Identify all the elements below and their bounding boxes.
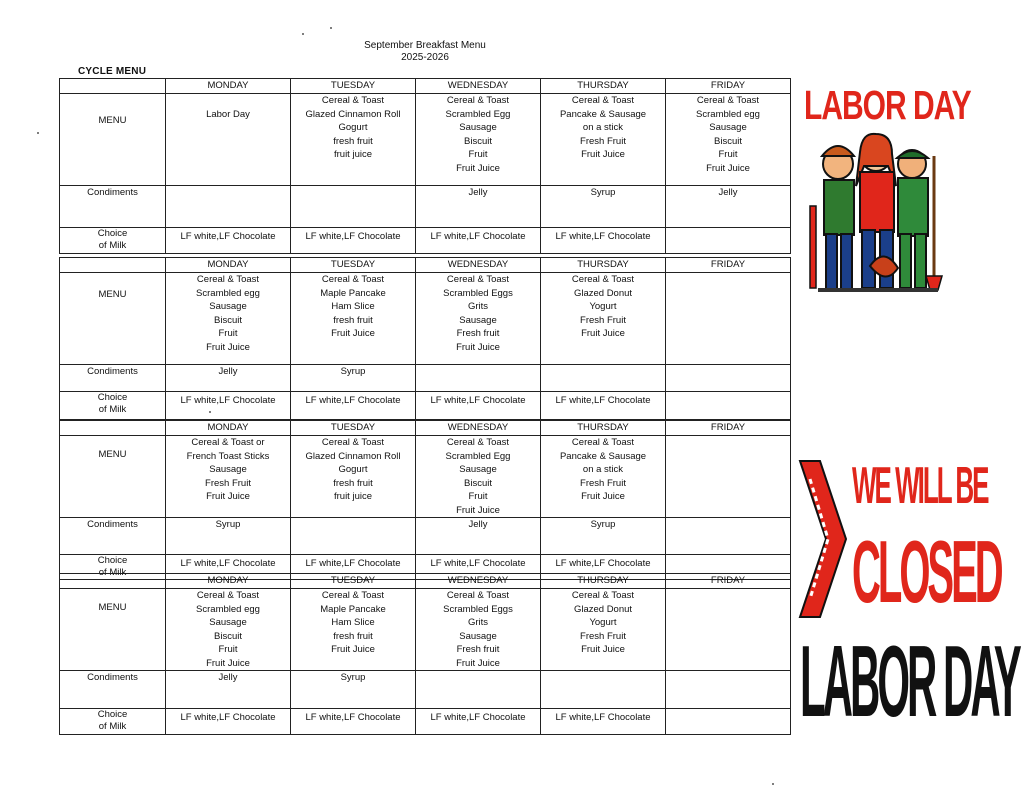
cycle-menu-label: CYCLE MENU — [78, 66, 147, 77]
milk-cell: LF white,LF Chocolate — [416, 555, 541, 580]
menu-item: Cereal & Toast — [321, 437, 385, 448]
menu-item: Sausage — [209, 464, 247, 475]
condiment-cell — [416, 365, 541, 392]
menu-cell — [166, 589, 291, 671]
header-blank — [60, 574, 166, 589]
menu-item: Glazed Donut — [573, 287, 633, 299]
condiments-label: Condiments — [60, 518, 166, 555]
condiment-cell — [416, 671, 541, 709]
scan-speck — [772, 783, 774, 785]
menu-title-line1: September Breakfast Menu — [364, 40, 486, 51]
milk-cell: LF white,LF Chocolate — [166, 228, 291, 254]
milk-cell: LF white,LF Chocolate — [416, 228, 541, 254]
condiment-cell: Jelly — [416, 186, 541, 228]
condiments-row — [60, 186, 791, 228]
menu-item: Fruit Juice — [456, 504, 500, 516]
menu-item: Fruit Juice — [706, 162, 750, 174]
menu-item: Biscuit — [214, 314, 242, 326]
condiment-cell: Syrup — [291, 365, 416, 392]
menu-item: on a stick — [582, 122, 624, 133]
milk-cell: LF white,LF Chocolate — [291, 392, 416, 420]
condiments-row — [60, 671, 791, 709]
menu-item: Sausage — [709, 122, 747, 133]
menu-item: Glazed Cinnamon Roll — [305, 108, 401, 120]
day-header: MONDAY — [166, 258, 291, 273]
menu-row — [60, 589, 791, 671]
milk-label-line1: Choice — [97, 555, 128, 566]
condiments-row — [60, 518, 791, 555]
milk-label — [60, 392, 166, 420]
menu-item: Biscuit — [464, 477, 492, 489]
menu-item: Fruit Juice — [331, 328, 375, 339]
condiments-row — [60, 365, 791, 392]
condiments-label: Condiments — [60, 671, 166, 709]
day-header: TUESDAY — [291, 258, 416, 273]
scan-speck — [37, 132, 39, 134]
day-header: TUESDAY — [291, 574, 416, 589]
menu-item: fresh fruit — [333, 314, 373, 326]
menu-item: Yogurt — [589, 301, 617, 312]
menu-item: Yogurt — [589, 617, 617, 628]
menu-item: Gogurt — [338, 122, 368, 133]
menu-cell — [666, 589, 791, 671]
condiment-cell — [666, 365, 791, 392]
condiment-cell: Jelly — [166, 365, 291, 392]
milk-cell: LF white,LF Chocolate — [291, 555, 416, 580]
menu-item: Fruit Juice — [456, 162, 500, 174]
milk-cell — [666, 228, 791, 254]
menu-item: Fruit Juice — [206, 491, 250, 502]
milk-cell: LF white,LF Chocolate — [541, 228, 666, 254]
menu-row — [60, 436, 791, 518]
milk-label-line2: of Milk — [98, 240, 127, 251]
menu-item: fresh fruit — [333, 630, 373, 642]
menu-item: fruit juice — [333, 491, 372, 502]
menu-item: Cereal & Toast — [571, 590, 635, 601]
condiment-cell: Syrup — [166, 518, 291, 555]
menu-item: Sausage — [459, 122, 497, 133]
day-header: MONDAY — [166, 574, 291, 589]
milk-cell: LF white,LF Chocolate — [166, 555, 291, 580]
milk-cell: LF white,LF Chocolate — [416, 709, 541, 735]
condiments-label: Condiments — [60, 186, 166, 228]
day-header-row — [60, 79, 791, 94]
menu-item: Cereal & Toast — [196, 590, 260, 601]
menu-cell — [666, 436, 791, 518]
day-header: WEDNESDAY — [416, 79, 541, 94]
milk-cell: LF white,LF Chocolate — [416, 392, 541, 420]
menu-cell — [166, 94, 291, 186]
menu-item: Fruit Juice — [456, 657, 500, 669]
menu-item: Biscuit — [714, 135, 742, 147]
menu-cell — [541, 273, 666, 365]
menu-item: Grits — [467, 301, 489, 312]
menu-item: Fresh Fruit — [580, 630, 626, 642]
menu-item: Cereal & Toast — [446, 437, 510, 448]
menu-item: Fresh fruit — [456, 644, 500, 655]
menu-item: Scrambled egg — [196, 287, 260, 299]
menu-label: MENU — [60, 273, 166, 365]
milk-label-line2: of Milk — [98, 721, 127, 732]
day-header: TUESDAY — [291, 421, 416, 436]
day-header: FRIDAY — [666, 574, 791, 589]
condiment-cell — [291, 518, 416, 555]
menu-item: French Toast Sticks — [186, 450, 270, 462]
milk-row — [60, 709, 791, 735]
header-blank — [60, 421, 166, 436]
menu-row — [60, 94, 791, 186]
day-header: FRIDAY — [666, 79, 791, 94]
menu-item: fresh fruit — [333, 477, 373, 489]
milk-label-line1: Choice — [97, 392, 128, 403]
day-header: MONDAY — [166, 79, 291, 94]
milk-row — [60, 392, 791, 420]
condiment-cell: Jelly — [166, 671, 291, 709]
condiment-cell — [541, 365, 666, 392]
menu-item: fresh fruit — [333, 135, 373, 147]
menu-cell — [666, 273, 791, 365]
day-header: FRIDAY — [666, 421, 791, 436]
menu-item: Maple Pancake — [320, 287, 386, 299]
menu-item: Sausage — [209, 301, 247, 312]
milk-cell: LF white,LF Chocolate — [541, 555, 666, 580]
menu-item: Fruit Juice — [581, 149, 625, 160]
menu-title — [330, 40, 520, 64]
menu-item: Biscuit — [214, 630, 242, 642]
labor-day-clipart — [800, 84, 971, 304]
menu-item: Pancake & Sausage — [559, 450, 647, 462]
menu-item: Scrambled Egg — [445, 108, 511, 120]
menu-item: Fruit — [468, 491, 488, 502]
menu-item: Ham Slice — [331, 617, 375, 628]
menu-item: Labor Day — [206, 109, 250, 120]
closed-line1: WE WILL BE — [852, 455, 988, 515]
menu-cell — [291, 273, 416, 365]
day-header: TUESDAY — [291, 79, 416, 94]
week-table — [59, 573, 791, 735]
condiment-cell — [291, 186, 416, 228]
menu-item: Scrambled egg — [196, 603, 260, 615]
menu-cell — [166, 436, 291, 518]
menu-item: Cereal & Toast — [446, 590, 510, 601]
menu-item: Fruit — [218, 328, 238, 339]
scan-speck — [302, 33, 304, 35]
week-table — [59, 257, 791, 420]
milk-cell: LF white,LF Chocolate — [291, 228, 416, 254]
menu-item: Glazed Cinnamon Roll — [305, 450, 401, 462]
menu-cell — [416, 436, 541, 518]
menu-item: Fresh Fruit — [205, 477, 251, 489]
menu-cell — [666, 94, 791, 186]
menu-item: Scrambled Egg — [445, 450, 511, 462]
day-header: MONDAY — [166, 421, 291, 436]
chevron-arrows-icon — [798, 459, 848, 619]
menu-item: Gogurt — [338, 464, 368, 475]
condiments-label: Condiments — [60, 365, 166, 392]
day-header-row — [60, 574, 791, 589]
menu-item: Cereal & Toast — [446, 274, 510, 285]
condiment-cell: Syrup — [541, 518, 666, 555]
menu-cell — [291, 94, 416, 186]
day-header: THURSDAY — [541, 574, 666, 589]
menu-cell — [416, 94, 541, 186]
menu-label: MENU — [60, 589, 166, 671]
milk-label-line1: Choice — [97, 709, 128, 720]
menu-item: Sausage — [209, 617, 247, 628]
menu-cell — [541, 94, 666, 186]
condiment-cell: Jelly — [666, 186, 791, 228]
day-header-row — [60, 258, 791, 273]
menu-item: Fruit — [218, 644, 238, 655]
menu-item: Pancake & Sausage — [559, 108, 647, 120]
menu-item: Cereal & Toast — [571, 95, 635, 106]
menu-item: Grits — [467, 617, 489, 628]
menu-row — [60, 273, 791, 365]
header-blank — [60, 79, 166, 94]
menu-cell — [541, 589, 666, 671]
menu-item: Cereal & Toast — [571, 274, 635, 285]
menu-cell — [291, 436, 416, 518]
menu-item: Cereal & Toast — [571, 437, 635, 448]
menu-item: Fresh Fruit — [580, 135, 626, 147]
menu-item: Cereal & Toast — [321, 590, 385, 601]
menu-item: Fruit Juice — [331, 644, 375, 655]
scan-speck — [330, 27, 332, 29]
menu-item: Fruit Juice — [581, 491, 625, 502]
closed-line2: CLOSED — [852, 525, 1001, 622]
menu-item: Fruit Juice — [206, 657, 250, 669]
menu-item: Cereal & Toast — [196, 274, 260, 285]
menu-item: Cereal & Toast — [696, 95, 760, 106]
menu-item: on a stick — [582, 464, 624, 475]
closed-line3: LABOR DAY — [800, 625, 1019, 738]
day-header: THURSDAY — [541, 421, 666, 436]
day-header: WEDNESDAY — [416, 258, 541, 273]
menu-item: Cereal & Toast — [321, 95, 385, 106]
menu-item: Sausage — [459, 314, 497, 326]
week-table — [59, 78, 791, 254]
milk-label-line2: of Milk — [98, 567, 127, 578]
milk-cell: LF white,LF Chocolate — [541, 392, 666, 420]
closed-labor-day-graphic — [798, 455, 1019, 738]
milk-label — [60, 228, 166, 254]
menu-item: Fruit — [718, 149, 738, 160]
condiment-cell — [166, 186, 291, 228]
milk-cell: LF white,LF Chocolate — [166, 392, 291, 420]
menu-cell — [416, 589, 541, 671]
menu-title-line2: 2025-2026 — [401, 52, 449, 63]
header-blank — [60, 258, 166, 273]
menu-label: MENU — [60, 94, 166, 186]
menu-item: Cereal & Toast — [446, 95, 510, 106]
day-header-row — [60, 421, 791, 436]
condiment-cell — [666, 518, 791, 555]
day-header: WEDNESDAY — [416, 421, 541, 436]
milk-label — [60, 709, 166, 735]
menu-item: Fresh fruit — [456, 328, 500, 339]
milk-row — [60, 228, 791, 254]
milk-label-line2: of Milk — [98, 404, 127, 415]
menu-item: Fruit Juice — [581, 328, 625, 339]
menu-label: MENU — [60, 436, 166, 518]
menu-item: fruit juice — [333, 149, 372, 160]
menu-item: Fruit Juice — [456, 341, 500, 353]
menu-item: Scrambled Eggs — [443, 287, 513, 299]
menu-cell — [166, 273, 291, 365]
menu-item: Cereal & Toast or — [191, 437, 265, 448]
week-table — [59, 420, 791, 580]
menu-cell — [416, 273, 541, 365]
milk-cell: LF white,LF Chocolate — [291, 709, 416, 735]
condiment-cell: Jelly — [416, 518, 541, 555]
menu-item: Sausage — [459, 630, 497, 642]
condiment-cell: Syrup — [291, 671, 416, 709]
milk-cell: LF white,LF Chocolate — [541, 709, 666, 735]
scan-speck — [209, 411, 211, 413]
milk-cell — [666, 392, 791, 420]
menu-item: Scrambled Eggs — [443, 603, 513, 615]
condiment-cell — [541, 671, 666, 709]
menu-item: Cereal & Toast — [321, 274, 385, 285]
condiment-cell: Syrup — [541, 186, 666, 228]
day-header: THURSDAY — [541, 79, 666, 94]
day-header: WEDNESDAY — [416, 574, 541, 589]
menu-item: Glazed Donut — [573, 603, 633, 615]
milk-cell — [666, 709, 791, 735]
day-header: FRIDAY — [666, 258, 791, 273]
menu-item: Fruit Juice — [581, 644, 625, 655]
menu-item: Fresh Fruit — [580, 477, 626, 489]
menu-cell — [291, 589, 416, 671]
menu-item: Biscuit — [464, 135, 492, 147]
menu-item: Scrambled egg — [696, 108, 760, 120]
day-header: THURSDAY — [541, 258, 666, 273]
milk-cell: LF white,LF Chocolate — [166, 709, 291, 735]
condiment-cell — [666, 671, 791, 709]
menu-cell — [541, 436, 666, 518]
workers-illustration-icon — [800, 126, 950, 306]
labor-day-title: LABOR DAY — [804, 84, 971, 129]
menu-item: Fresh Fruit — [580, 314, 626, 326]
milk-label-line1: Choice — [97, 228, 128, 239]
menu-item: Maple Pancake — [320, 603, 386, 615]
menu-item: Ham Slice — [331, 301, 375, 312]
menu-item: Fruit — [468, 149, 488, 160]
menu-item: Fruit Juice — [206, 341, 250, 353]
menu-item: Sausage — [459, 464, 497, 475]
